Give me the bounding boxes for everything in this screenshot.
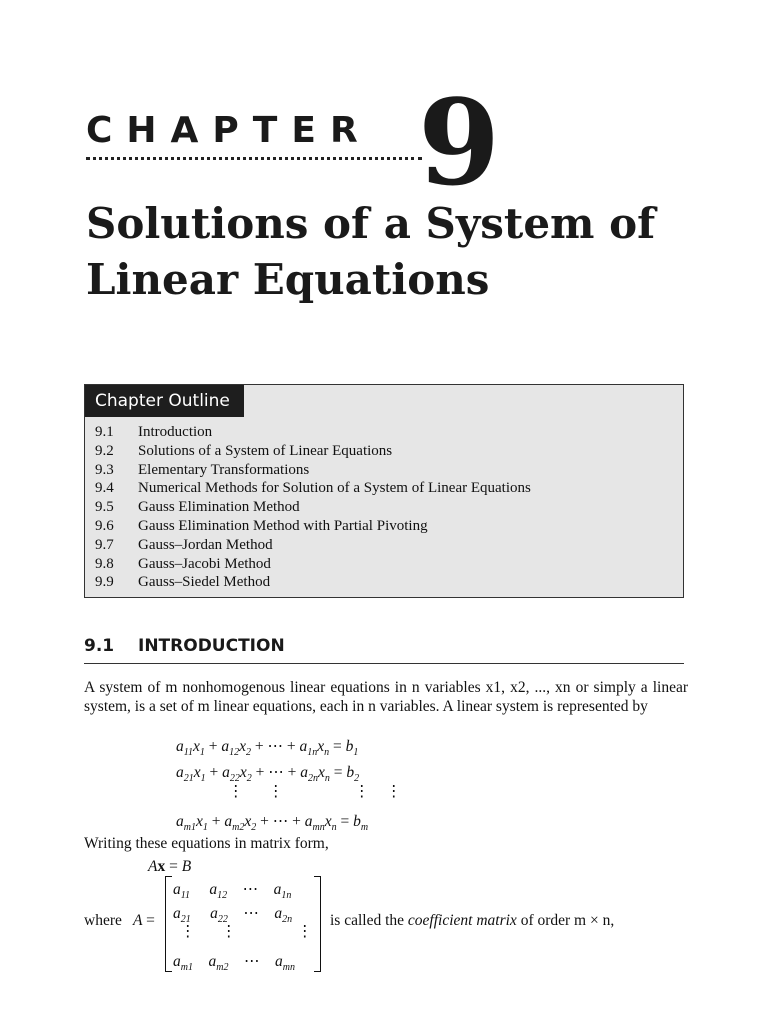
chapter-label: CHAPTER <box>86 110 372 151</box>
outline-item-number: 9.5 <box>95 499 114 516</box>
outline-item-title: Gauss–Siedel Method <box>138 574 271 591</box>
outline-item-title: Gauss Elimination Method <box>138 499 300 516</box>
equation-vdots-1: ⋮ <box>228 783 244 800</box>
outline-item <box>95 442 531 461</box>
outline-item-title: Gauss–Jacobi Method <box>138 555 271 572</box>
matrix-row-2: $a_{21}$ $a_{22}$ ⋯ $a_{2n}$ <box>173 905 293 926</box>
outline-item-number: 9.6 <box>95 517 114 534</box>
section-heading <box>84 636 285 656</box>
outline-item-number: 9.1 <box>95 424 114 440</box>
equation-row-2: $a_{21}x_1 + a_{22}x_2$ + ⋯ + $a_{2n}x_n = b_2$ <box>176 764 360 785</box>
outline-item-number: 9.2 <box>95 442 114 459</box>
matrix-left-bracket <box>165 876 172 972</box>
outline-item-title: Numerical Methods for Solution of a System of Linear Equations <box>138 480 531 497</box>
equation-row-1: $a_{11}x_1 + a_{12}x_2$ + ⋯ + $a_{1n}x_n = b_1$ <box>176 738 359 759</box>
equation-vdots-2: ⋮ <box>268 783 284 800</box>
matrix-equation: Ax = B <box>148 858 192 875</box>
called-text: is called the <box>330 912 405 929</box>
outline-item <box>95 423 531 442</box>
chapter-outline-header: Chapter Outline <box>85 385 244 417</box>
section-number: 9.1 <box>84 636 115 656</box>
coefficient-matrix-sentence <box>330 912 614 930</box>
chapter-outline-box <box>84 384 684 598</box>
outline-item-number: 9.4 <box>95 480 114 497</box>
order-text: of order m × n, <box>520 912 615 929</box>
outline-item-title: Gauss–Jordan Method <box>138 536 273 553</box>
matrix-vdots-1: ⋮ <box>180 923 196 940</box>
matrix-vdots-2: ⋮ <box>221 923 237 940</box>
outline-item <box>95 573 531 592</box>
outline-item <box>95 498 531 517</box>
outline-item <box>95 555 531 574</box>
outline-item <box>95 536 531 555</box>
outline-item-title: Gauss Elimination Method with Partial Pivoting <box>138 517 428 534</box>
matrix-row-1: $a_{11}$ $a_{12}$ ⋯ $a_{1n}$ <box>173 881 292 902</box>
equation-row-m: $a_{m1}x_1 + a_{m2}x_2$ + ⋯ + $a_{mn}x_n = b_m$ <box>176 813 369 834</box>
chapter-number: 9 <box>418 73 501 212</box>
matrix-row-m: $a_{m1}$ $a_{m2}$ ⋯ $a_{mn}$ <box>173 953 295 974</box>
outline-item-number: 9.3 <box>95 461 114 478</box>
outline-item-title: Introduction <box>138 424 213 440</box>
outline-item <box>95 479 531 498</box>
outline-item-title: Solutions of a System of Linear Equations <box>138 442 393 459</box>
matrix-a-lhs: A = <box>133 912 155 929</box>
equation-vdots-4: ⋮ <box>386 783 402 800</box>
chapter-title: Solutions of a System of Linear Equations <box>86 199 656 304</box>
section-rule <box>84 663 684 664</box>
outline-item-number: 9.7 <box>95 536 114 553</box>
outline-item-number: 9.8 <box>95 555 114 572</box>
chapter-dotted-rule <box>86 157 422 160</box>
chapter-outline-list <box>95 423 531 592</box>
matrix-form-paragraph: Writing these equations in matrix form, <box>84 835 329 852</box>
matrix-right-bracket <box>314 876 321 972</box>
outline-item <box>95 517 531 536</box>
intro-paragraph: A system of m nonhomogenous linear equations in n variables x1, x2, ..., xn or simply a linear system, is a set of m linear equations, each in n variables. A linear system is represented by <box>84 679 688 715</box>
equation-vdots-3: ⋮ <box>354 783 370 800</box>
coefficient-matrix-term: coefficient matrix <box>407 912 517 929</box>
section-title: INTRODUCTION <box>138 636 285 656</box>
matrix-vdots-3: ⋮ <box>297 923 313 940</box>
outline-item-number: 9.9 <box>95 574 114 591</box>
outline-item-title: Elementary Transformations <box>138 461 310 478</box>
outline-item <box>95 461 531 480</box>
where-label: where <box>84 912 122 929</box>
